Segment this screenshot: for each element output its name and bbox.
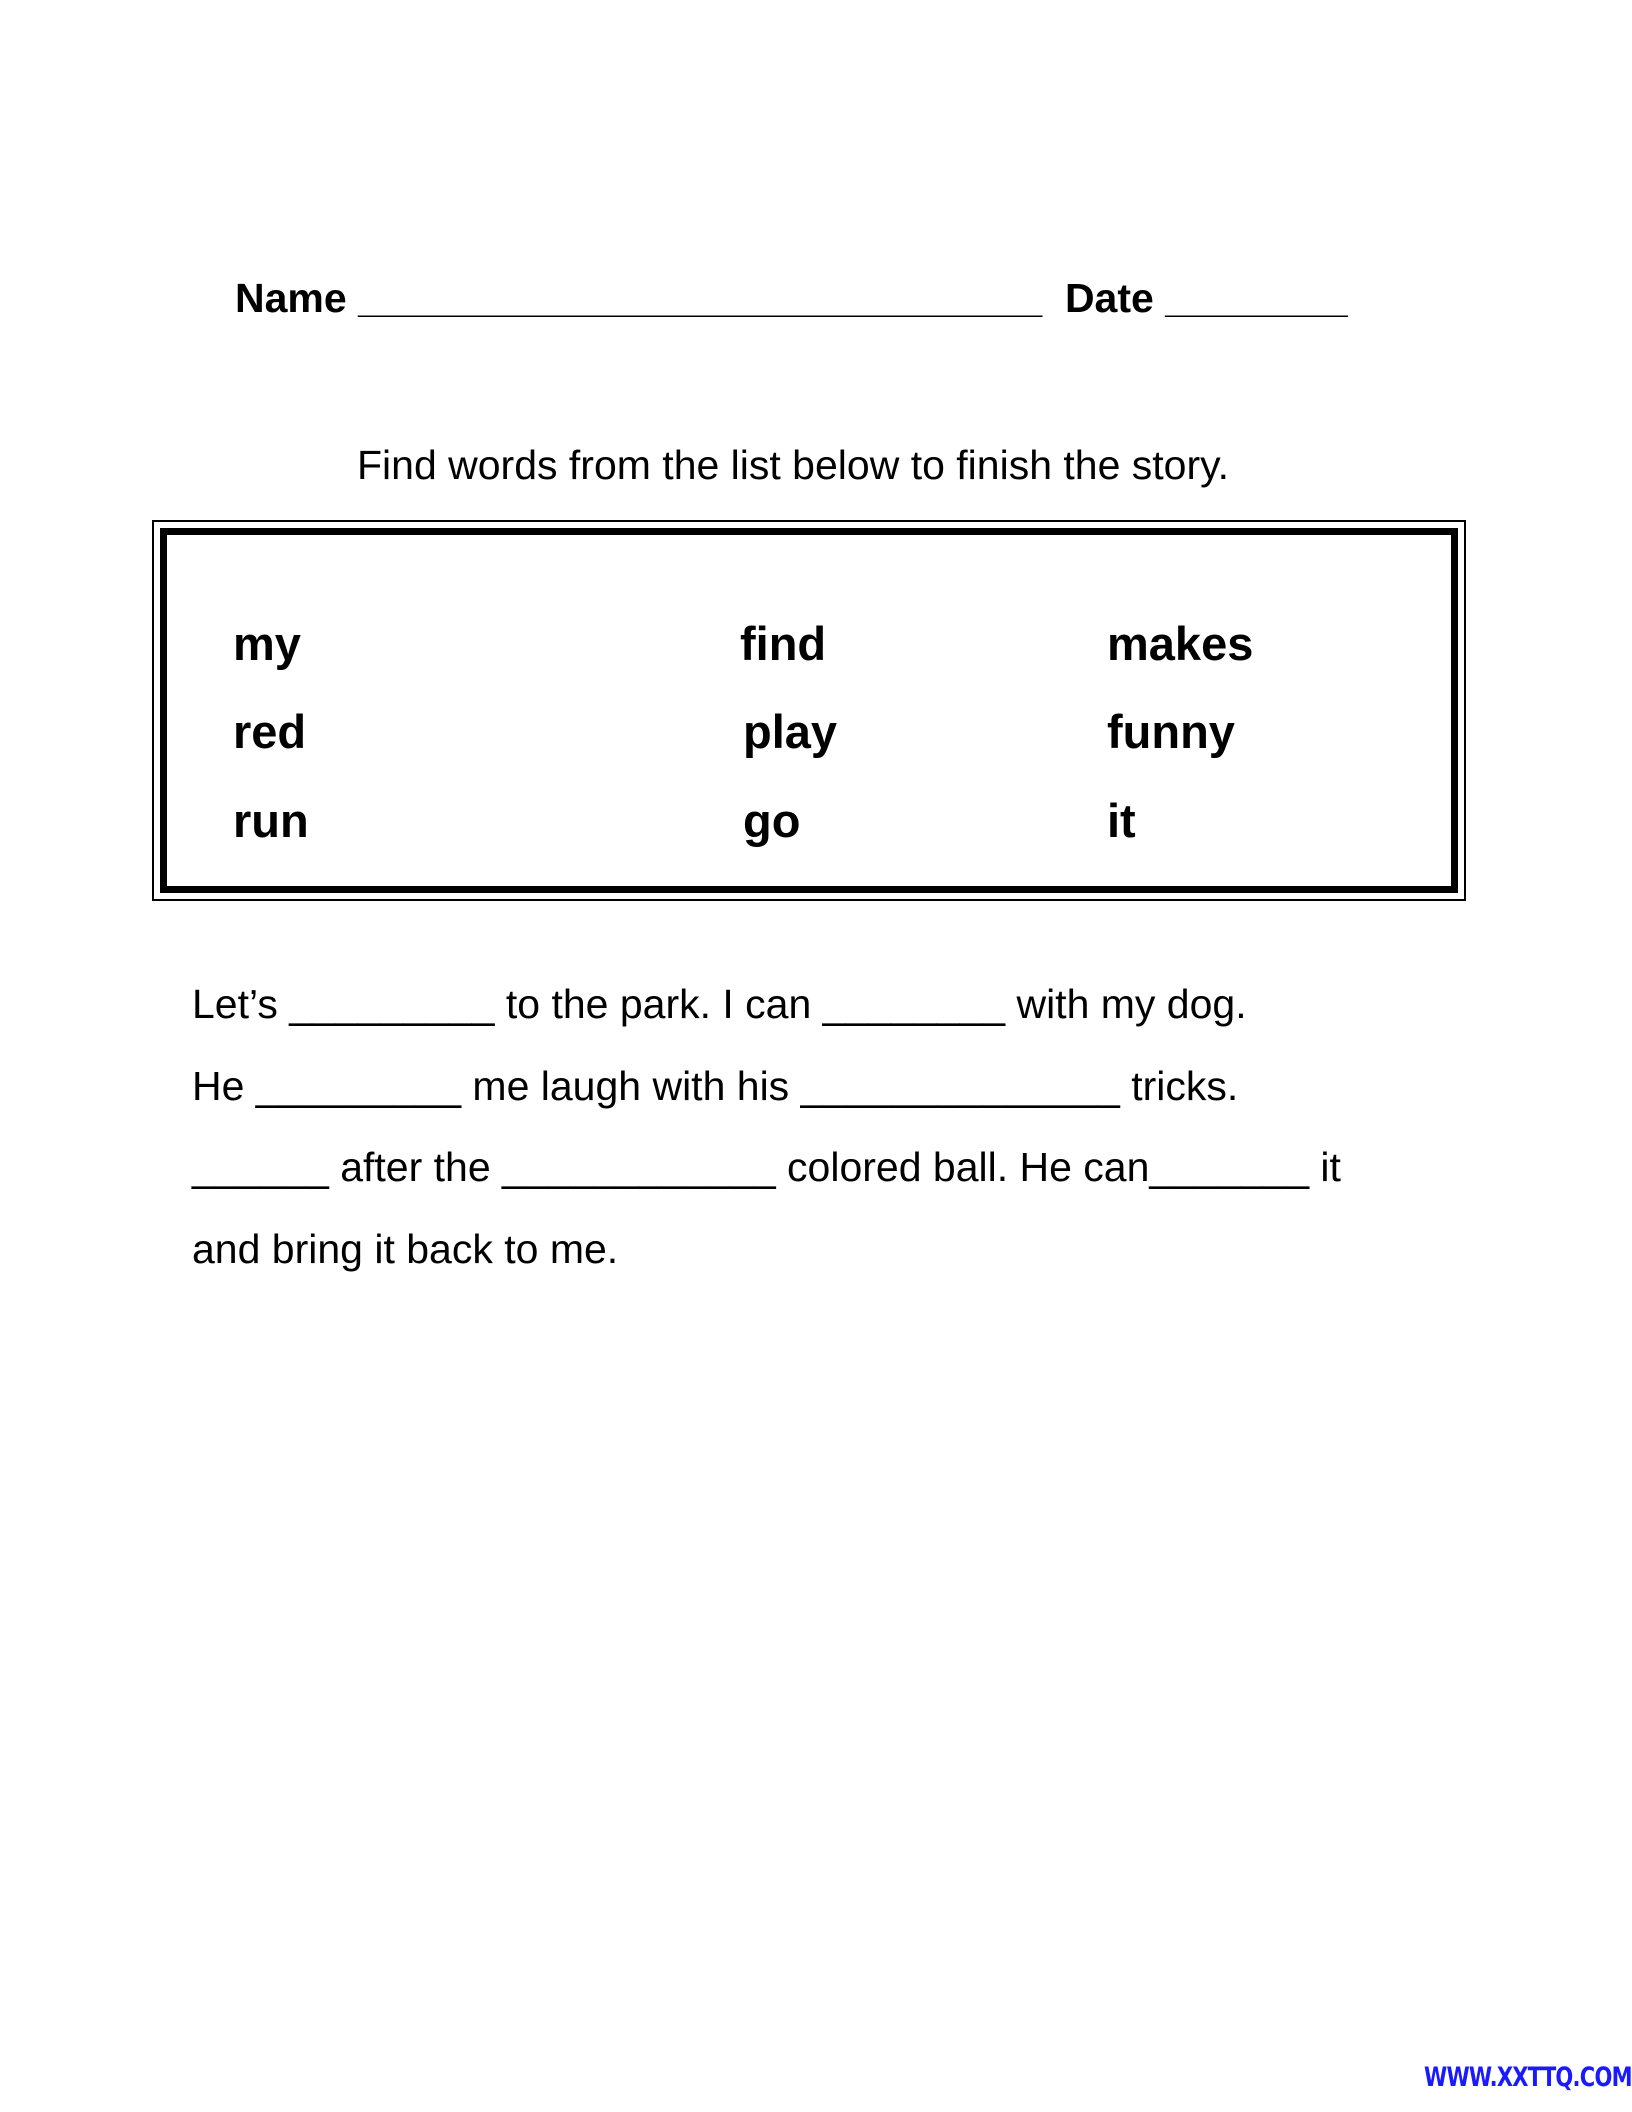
word-bank-item: funny xyxy=(1107,705,1235,758)
date-field[interactable]: ________ xyxy=(1165,275,1348,321)
name-field[interactable]: ______________________________ xyxy=(358,275,1043,321)
word-bank-item: run xyxy=(233,794,309,847)
name-label: Name xyxy=(235,275,347,321)
watermark-text: WWW.XXTTQ.COM xyxy=(1424,2062,1632,2093)
story-line-1: Let’s _________ to the park. I can ________ with my dog. xyxy=(192,981,1247,1027)
date-label: Date xyxy=(1064,275,1154,321)
word-bank-item: play xyxy=(743,705,838,758)
story-line-3: ______ after the ____________ colored ball. He can_______ it xyxy=(192,1144,1341,1190)
story-line-2: He _________ me laugh with his ______________ tricks. xyxy=(192,1063,1239,1109)
instructions-text: Find words from the list below to finish the story. xyxy=(357,442,1229,488)
word-bank-item: go xyxy=(743,794,801,847)
word-bank-item: red xyxy=(233,705,307,758)
story-line-4: and bring it back to me. xyxy=(192,1226,619,1272)
word-bank-item: find xyxy=(740,617,827,670)
name-date-header xyxy=(235,270,1348,326)
word-bank-item: my xyxy=(233,617,301,670)
word-bank-item: it xyxy=(1107,794,1136,847)
word-bank-item: makes xyxy=(1107,617,1254,670)
